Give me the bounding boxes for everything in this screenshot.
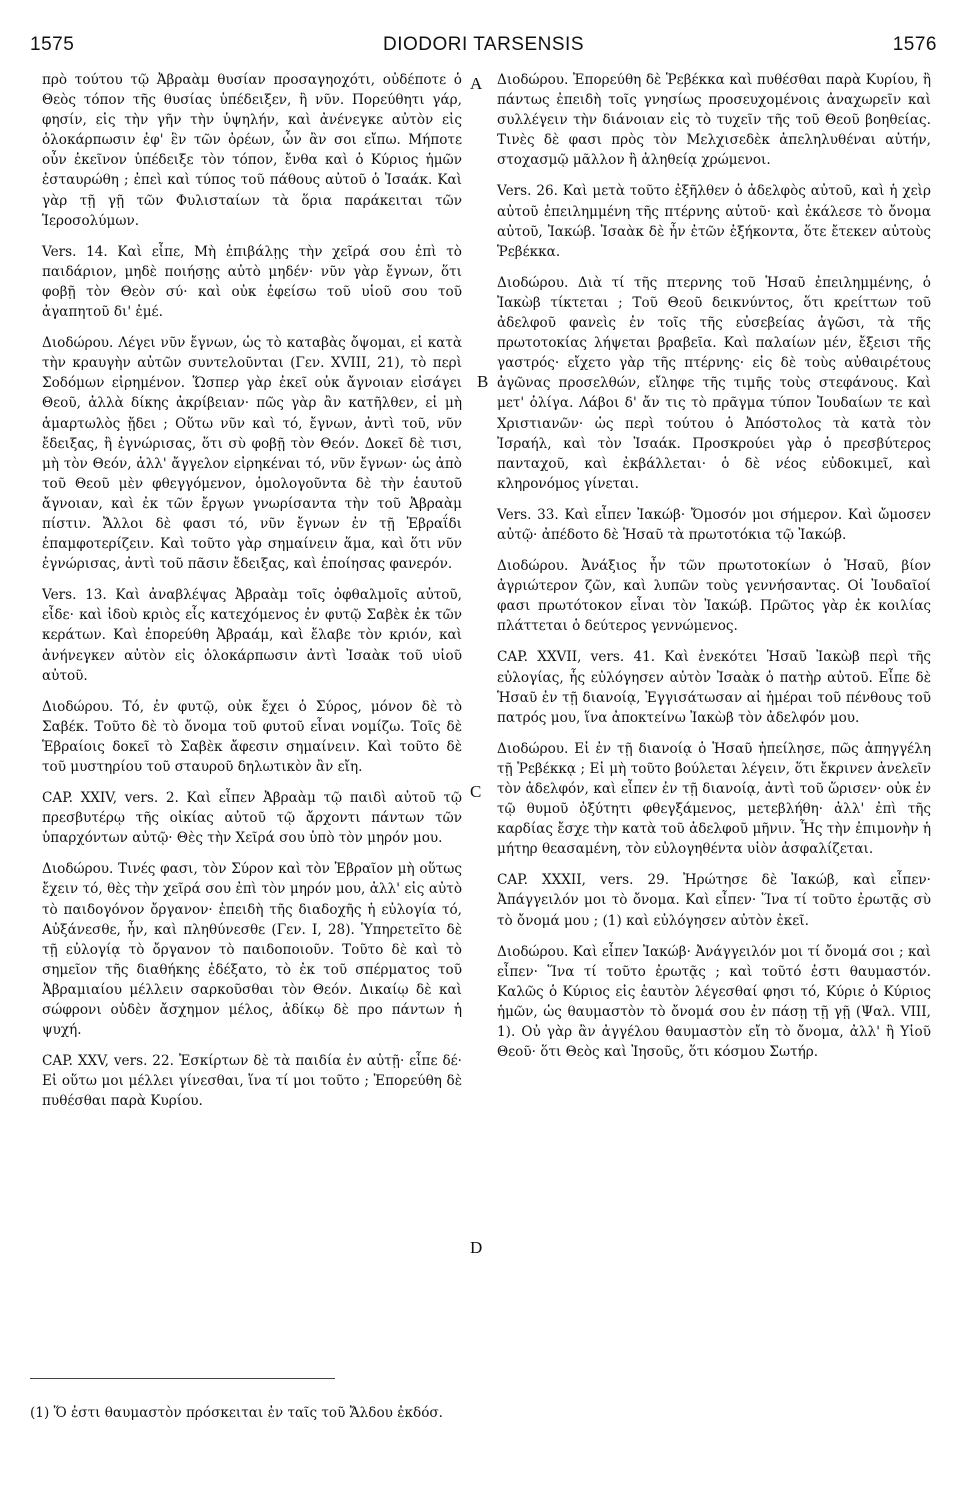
left-paragraph: Διοδώρου. Τινές φασι, τὸν Σύρον καὶ τὸν Ἑβραῖον μὴ οὕτως ἔχειν τό, θὲς τὴν χεῖρά σου ἐπὶ τὸν μηρόν μου, ἀλλ' εἰς αὐτὸ τὸ παιδογόνον ὄργανον· ἐπειδὴ τῆς διαδοχῆς ἡ εὐλογία τό, Αὐξάνεσθε, ἦν, καὶ πληθύνεσθε (Γεν. I, 28). Ὑπηρετεῖτο δὲ τῇ εὐλογίᾳ τὸ ὄργανον τὸ παιδοποιοῦν. Τοῦτο δὲ καὶ τὸ σημεῖον τῆς διαθήκης ἐδέξατο, τὸ ἐκ τοῦ σπέρματος τοῦ Ἀβραμιαίου μέλλειν σαρκοῦσθαι τὸν Θεόν. Δικαίῳ δὲ καὶ σώφρονι οὐδὲν ἄσχημον μέλος, ἀδίκῳ δὲ προ πάντων ἡ ψυχή. xyxy=(42,861,462,1039)
right-paragraph: Διοδώρου. Διὰ τί τῆς πτερνης τοῦ Ἡσαῦ ἐπειλημμένης, ὁ Ἰακὼβ τίκτεται ; Τοῦ Θεοῦ δεικνύντος, ὅτι κρείττων τοῦ ἀδελφοῦ φανεὶς ἐν τοῖς τῆς εὐσεβείας ἀγῶσι, τὰ τῆς πρωτοτοκίας λήψεται βραβεῖα. Καὶ παλαίων μέν, ἔξεισι τῆς γαστρός· εἴχετο γὰρ τῆς πτέρνης· εἰς δὲ τοὺς αὐθαιρέτους ἀγῶνας προσελθών, εἴληφε τῆς τιμῆς τοὺς στεφάνους. Καὶ μετ' ὀλίγα. Λάβοι δ' ἄν τις τὸ πρᾶγμα τύπον Ἰουδαίων τε καὶ Χριστιανῶν· ὡς περὶ τούτου ὁ Ἀπόστολος τὰ κατὰ τὸν Ἰσραήλ, καὶ τὸν Ἰσαάκ. Προσκρούει γὰρ ὁ πρεσβύτερος πανταχοῦ, καὶ ἐκβάλλεται· ὁ δὲ νέος εὐδοκιμεῖ, καὶ κληρονόμος γίνεται. xyxy=(497,274,931,492)
footnote: (1) Ὅ ἐστι θαυμαστὸν πρόσκειται ἐν ταῖς τοῦ Ἄλδου ἐκδόσ. xyxy=(30,1405,444,1421)
left-column xyxy=(42,70,462,1123)
right-column xyxy=(497,70,931,1073)
margin-marker-d: D xyxy=(470,1238,483,1257)
right-paragraph: Διοδώρου. Ἀνάξιος ἦν τῶν πρωτοτοκίων ὁ Ἡσαῦ, βίον ἀγριώτερον ζῶν, καὶ λυπῶν τοὺς γεννήσαντας. Οἱ Ἰουδαῖοί φασι πρωτότοκον εἶναι τὸν Ἰακώβ. Πρῶτος γὰρ ἐκ κοιλίας πλάττεται ὁ δεύτερος γεννώμενος. xyxy=(497,558,931,635)
margin-marker-c: C xyxy=(470,782,482,801)
right-paragraph: Διοδώρου. Καὶ εἶπεν Ἰακώβ· Ἀνάγγειλόν μοι τί ὄνομά σοι ; καὶ εἶπεν· Ἵνα τί τοῦτο ἐρωτᾷς ; καὶ τοῦτό ἐστι θαυμαστόν. Καλῶς ὁ Κύριος εἰς ἑαυτὸν λέγεσθαί φησι τό, Κύριε ὁ Κύριος ἡμῶν, ὡς θαυμαστὸν τὸ ὄνομά σου ἐν πάσῃ τῇ γῇ (Ψαλ. VIII, 1). Οὐ γὰρ ἂν ἀγγέλου θαυμαστὸν εἴη τὸ ὄνομα, ἀλλ' ἢ Υἱοῦ Θεοῦ· ὅτι Θεὸς καὶ Ἰησοῦς, ὅτι κόσμου Σωτήρ. xyxy=(497,943,931,1061)
page-number-left: 1575 xyxy=(30,34,75,55)
left-paragraph: πρὸ τούτου τῷ Ἀβραὰμ θυσίαν προσαγηοχότι, οὐδέποτε ὁ Θεὸς τόπον τῆς θυσίας ὑπέδειξεν, ἢ νῦν. Πορεύθητι γάρ, φησίν, εἰς τὴν γῆν τὴν ὑψηλήν, καὶ ἀνένεγκε αὐτὸν εἰς ὁλοκάρπωσιν ἐφ' ἓν τῶν ὀρέων, ὧν ἂν σοι εἴπω. Μήποτε οὖν ἐκεῖνον ὑπέδειξε τὸν τόπον, ἔνθα καὶ ὁ Κύριος ἡμῶν ἐσταυρώθη ; ἐπεὶ καὶ τύπος τοῦ πάθους αὐτοῦ ὁ Ἰσαάκ. Καὶ γὰρ τῇ γῇ τῶν Φυλισταίων τὰ ὅρια παράκειται τῶν Ἱεροσολύμων. xyxy=(42,72,462,229)
margin-marker-a: A xyxy=(470,74,483,93)
right-paragraph: Vers. 26. Καὶ μετὰ τοῦτο ἐξῆλθεν ὁ ἀδελφὸς αὐτοῦ, καὶ ἡ χεὶρ αὐτοῦ ἐπειλημμένη τῆς πτέρνης αὐτοῦ· καὶ ἐκάλεσε τὸ ὄνομα αὐτοῦ, Ἰακώβ. Ἰσαὰκ δὲ ἦν ἐτῶν ἑξήκοντα, ὅτε ἔτεκεν αὐτοὺς Ῥεβέκκα. xyxy=(497,183,931,260)
margin-marker-b: B xyxy=(477,372,489,391)
left-paragraph: Διοδώρου. Λέγει νῦν ἔγνων, ὡς τὸ καταβὰς ὄψομαι, εἰ κατὰ τὴν κραυγὴν αὐτῶν συντελοῦνται (Γεν. XVIII, 21), τὸ περὶ Σοδόμων εἰρημένον. Ὥσπερ γὰρ ἐκεῖ οὐκ ἄγνοιαν εἰσάγει Θεοῦ, ἀλλὰ δίκης ἀκρίβειαν· πῶς γὰρ ἂν κατῆλθεν, εἰ μὴ ἁμαρτωλὸς ᾔδει ; Οὕτω νῦν καὶ τό, ἔγνων, ἀντὶ τοῦ, νῦν ἔδειξας, ἢ ἐγνώρισας, ὅτι σὺ φοβῇ τὸν Θεόν. Δοκεῖ δὲ τισι, μὴ τὸν Θεόν, ἀλλ' ἄγγελον εἰρηκέναι τό, νῦν ἔγνων· ὡς ἀπὸ τοῦ Θεοῦ μὲν φθεγγόμενον, ὁμολογοῦντα δὲ τὴν ἑαυτοῦ ἄγνοιαν, καὶ ἐκ τῶν ἔργων γνωρίσαντα τὴν τοῦ Ἀβραὰμ πίστιν. Ἄλλοι δὲ φασι τό, νῦν ἔγνων ἐν τῇ Ἑβραΐδι ἐπαμφοτερίζειν. Καὶ τοῦτο γὰρ σημαίνειν ἅμα, καὶ ὅτι νῦν ἐγνώρισας, ἀντὶ τοῦ πᾶσιν ἔδειξας, καὶ ἐποίησας φανερόν. xyxy=(42,335,462,573)
right-paragraph: CAP. XXXII, vers. 29. Ἠρώτησε δὲ Ἰακώβ, καὶ εἶπεν· Ἀπάγγειλόν μοι τὸ ὄνομα. Καὶ εἶπεν· Ἵνα τί τοῦτο ἐρωτᾷς σὺ τὸ ὄνομά μου ; (1) καὶ εὐλόγησεν αὐτὸν ἐκεῖ. xyxy=(497,872,931,929)
right-paragraph: Vers. 33. Καὶ εἶπεν Ἰακώβ· Ὄμοσόν μοι σήμερον. Καὶ ὤμοσεν αὐτῷ· ἀπέδοτο δὲ Ἡσαῦ τὰ πρωτοτόκια τῷ Ἰακώβ. xyxy=(497,506,931,543)
running-title: DIODORI TARSENSIS xyxy=(383,34,584,55)
left-paragraph: Vers. 13. Καὶ ἀναβλέψας Ἀβραὰμ τοῖς ὀφθαλμοῖς αὐτοῦ, εἶδε· καὶ ἰδοὺ κριὸς εἷς κατεχόμενος ἐν φυτῷ Σαβὲκ ἐκ τῶν κεράτων. Καὶ ἐπορεύθη Ἀβραάμ, καὶ ἔλαβε τὸν κριόν, καὶ ἀνήνεγκεν αὐτὸν εἰς ὁλοκάρπωσιν ἀντὶ Ἰσαὰκ τοῦ υἱοῦ αὐτοῦ. xyxy=(42,587,462,684)
right-paragraph: CAP. XXVII, vers. 41. Καὶ ἐνεκότει Ἡσαῦ Ἰακὼβ περὶ τῆς εὐλογίας, ἧς εὐλόγησεν αὐτὸν Ἰσαὰκ ὁ πατὴρ αὐτοῦ. Εἶπε δὲ Ἡσαῦ ἐν τῇ διανοίᾳ, Ἐγγισάτωσαν αἱ ἡμέραι τοῦ πένθους τοῦ πατρός μου, ἵνα ἀποκτείνω Ἰακὼβ τὸν ἀδελφόν μου. xyxy=(497,649,931,726)
right-paragraph: Διοδώρου. Εἰ ἐν τῇ διανοίᾳ ὁ Ἡσαῦ ἠπείλησε, πῶς ἀπηγγέλη τῇ Ῥεβέκκᾳ ; Εἰ μὴ τοῦτο βούλεται λέγειν, ὅτι ἔκρινεν ἀνελεῖν τὸν ἀδελφόν, καὶ εἶπεν ἐν τῇ διανοίᾳ, ἀντὶ τοῦ ὥρισεν· οὐκ ἐν τῷ θυμοῦ ὀξύτητι φθεγξάμενος, μετεβλήθη· ἀλλ' ἐπὶ τῆς καρδίας ἔσχε τὴν κατὰ τοῦ ἀδελφοῦ μῆνιν. Ἧς τὴν ἐπιμονὴν ἡ μήτηρ θεασαμένη, τὸν εὐλογηθέντα υἱὸν ἀσφαλίζεται. xyxy=(497,740,931,858)
page-number-right: 1576 xyxy=(892,34,937,55)
left-paragraph: Vers. 14. Καὶ εἶπε, Μὴ ἐπιβάλῃς τὴν χεῖρά σου ἐπὶ τὸ παιδάριον, μηδὲ ποιήσῃς αὐτὸ μηδέν· νῦν γὰρ ἔγνων, ὅτι φοβῇ τὸν Θεὸν σύ· καὶ οὐκ ἐφείσω τοῦ υἱοῦ σου τοῦ ἀγαπητοῦ δι' ἐμέ. xyxy=(42,243,462,321)
running-header xyxy=(30,34,937,58)
left-paragraph: CAP. XXV, vers. 22. Ἐσκίρτων δὲ τὰ παιδία ἐν αὐτῇ· εἶπε δέ· Εἰ οὕτω μοι μέλλει γίνεσθαι, ἵνα τί μοι τοῦτο ; Ἐπορεύθη δὲ πυθέσθαι παρὰ Κυρίου. xyxy=(42,1053,462,1110)
footnote-rule xyxy=(30,1378,335,1379)
right-paragraph: Διοδώρου. Ἐπορεύθη δὲ Ῥεβέκκα καὶ πυθέσθαι παρὰ Κυρίου, ἢ πάντως ἐπειδὴ τοῖς γνησίως προσευχομένοις ἀναχωρεῖν καὶ συλλέγειν τὴν διάνοιαν εἰς τὸ τυχεῖν τῆς τοῦ Θεοῦ βοηθείας. Τινὲς δὲ φασι πρὸς τὸν Μελχισεδὲκ ἀπεληλυθέναι αὐτήν, στοχασμῷ μᾶλλον ἢ ἀληθείᾳ χρώμενοι. xyxy=(497,72,931,169)
left-paragraph: Διοδώρου. Τό, ἐν φυτῷ, οὐκ ἔχει ὁ Σύρος, μόνον δὲ τὸ Σαβέκ. Τοῦτο δὲ τὸ ὄνομα τοῦ φυτοῦ εἶναι νομίζω. Τοῖς δὲ Ἑβραίοις δοκεῖ τὸ Σαβὲκ ἄφεσιν σημαίνειν. Καὶ τοῦτο δὲ τοῦ μυστηρίου τοῦ σταυροῦ δηλωτικὸν ἂν εἴη. xyxy=(42,698,462,775)
left-paragraph: CAP. XXIV, vers. 2. Καὶ εἶπεν Ἀβραὰμ τῷ παιδὶ αὐτοῦ τῷ πρεσβυτέρῳ τῆς οἰκίας αὐτοῦ τῷ ἄρχοντι πάντων τῶν ὑπαρχόντων αὐτῷ· Θὲς τὴν Χεῖρά σου ὑπὸ τὸν μηρόν μου. xyxy=(42,790,462,847)
